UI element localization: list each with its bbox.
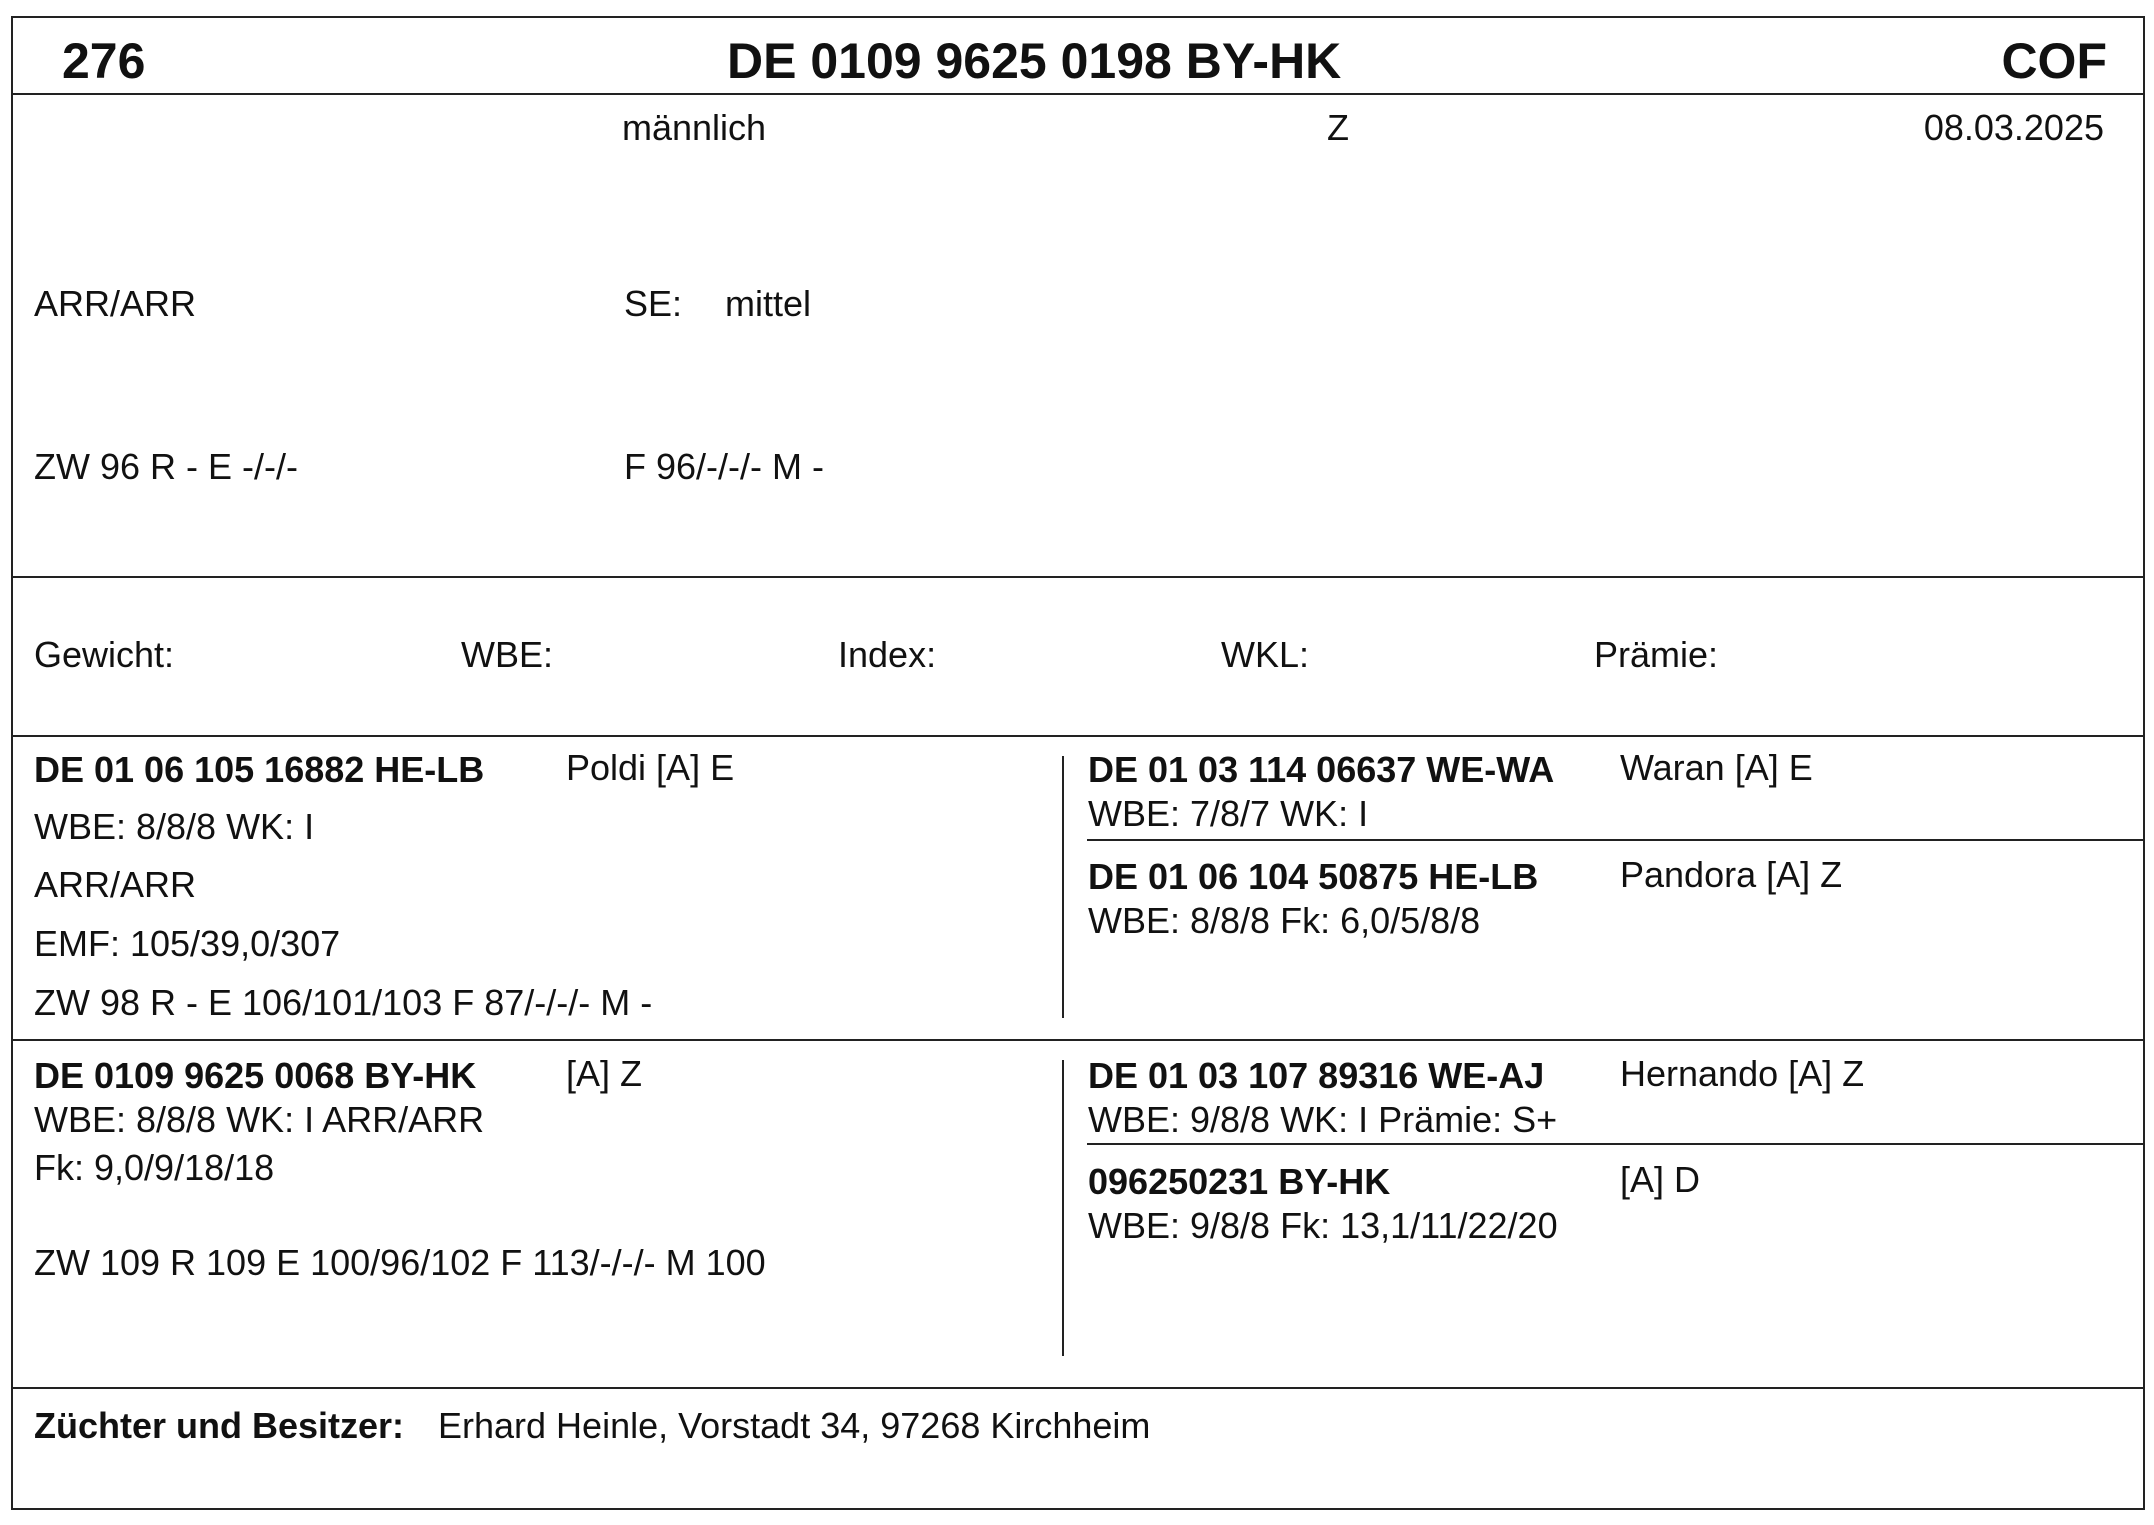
sire-sire-wbe: WBE: 7/8/7 WK: I xyxy=(1088,793,1369,834)
sex: männlich xyxy=(622,107,767,148)
dam-sire-id: DE 01 03 107 89316 WE-AJ xyxy=(1088,1055,1545,1096)
catalog-number: 276 xyxy=(62,33,146,89)
birth-date: 08.03.2025 xyxy=(1923,107,2104,148)
dam-dam-id: 096250231 BY-HK xyxy=(1088,1161,1391,1202)
sire-emf: EMF: 105/39,0/307 xyxy=(34,923,341,964)
breeding-values: ZW 96 R - E -/-/- xyxy=(34,446,298,487)
index-label: Index: xyxy=(838,634,937,675)
divider-dam-column xyxy=(1062,1060,1064,1356)
dam-sire-wbe: WBE: 9/8/8 WK: I Prämie: S+ xyxy=(1088,1099,1558,1140)
dam-name: [A] Z xyxy=(566,1053,643,1094)
sire-sire-name: Waran [A] E xyxy=(1620,747,1813,788)
breeding-values-2: F 96/-/-/- M - xyxy=(624,446,824,487)
dam-zw: ZW 109 R 109 E 100/96/102 F 113/-/-/- M 100 xyxy=(34,1242,766,1283)
sire-wbe: WBE: 8/8/8 WK: I xyxy=(34,806,315,847)
wbe-label: WBE: xyxy=(461,634,554,675)
divider-parents xyxy=(11,1039,2145,1041)
divider-sire-column xyxy=(1062,756,1064,1018)
sire-genotype: ARR/ARR xyxy=(34,864,197,905)
dam-dam-wbe: WBE: 9/8/8 Fk: 13,1/11/22/20 xyxy=(1088,1205,1558,1246)
sire-id: DE 01 06 105 16882 HE-LB xyxy=(34,749,485,790)
registration-number: DE 0109 9625 0198 BY-HK xyxy=(727,33,1342,89)
divider-sire-grandparents xyxy=(1087,839,2145,841)
dam-dam-name: [A] D xyxy=(1620,1159,1701,1200)
sire-sire-id: DE 01 03 114 06637 WE-WA xyxy=(1088,749,1555,790)
genotype: ARR/ARR xyxy=(34,283,197,324)
status: Z xyxy=(1327,107,1349,148)
se-value: mittel xyxy=(725,283,812,324)
sire-name: Poldi [A] E xyxy=(566,747,735,788)
dam-sire-name: Hernando [A] Z xyxy=(1620,1053,1865,1094)
divider-header xyxy=(11,93,2145,95)
breed-code: COF xyxy=(2001,33,2107,89)
divider-info xyxy=(11,576,2145,578)
divider-fields xyxy=(11,735,2145,737)
divider-footer xyxy=(11,1387,2145,1389)
sire-dam-wbe: WBE: 8/8/8 Fk: 6,0/5/8/8 xyxy=(1088,900,1481,941)
se-label: SE: xyxy=(624,283,683,324)
divider-dam-grandparents xyxy=(1087,1143,2145,1145)
breeder-owner-value: Erhard Heinle, Vorstadt 34, 97268 Kirchheim xyxy=(438,1405,1151,1446)
dam-fk: Fk: 9,0/9/18/18 xyxy=(34,1147,275,1188)
dam-wbe: WBE: 8/8/8 WK: I ARR/ARR xyxy=(34,1099,485,1140)
sire-dam-name: Pandora [A] Z xyxy=(1620,854,1843,895)
sire-zw: ZW 98 R - E 106/101/103 F 87/-/-/- M - xyxy=(34,982,653,1023)
breeder-owner-label: Züchter und Besitzer: xyxy=(34,1405,405,1446)
sire-dam-id: DE 01 06 104 50875 HE-LB xyxy=(1088,856,1539,897)
weight-label: Gewicht: xyxy=(34,634,175,675)
premium-label: Prämie: xyxy=(1594,634,1719,675)
dam-id: DE 0109 9625 0068 BY-HK xyxy=(34,1055,477,1096)
wkl-label: WKL: xyxy=(1221,634,1310,675)
